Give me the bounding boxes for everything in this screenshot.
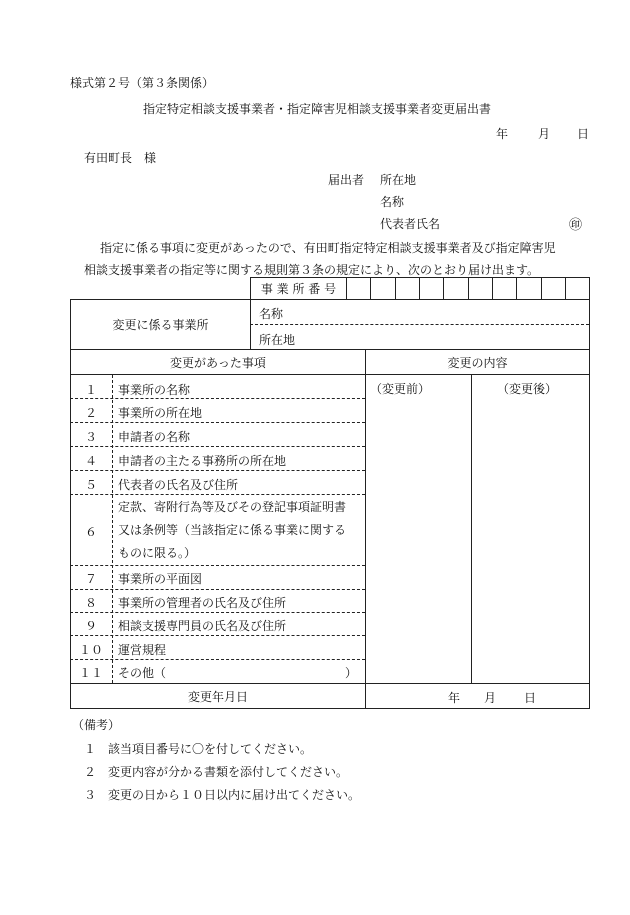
- note-item: ２ 変更内容が分かる書類を添付してください。: [84, 765, 349, 779]
- item-number: ２: [84, 406, 97, 420]
- item-text: 申請者の名称: [118, 430, 191, 444]
- change-date-label: 変更年月日: [187, 689, 248, 704]
- item-number: ３: [84, 430, 97, 444]
- seal-mark: ㊞: [569, 218, 583, 233]
- item-text: 相談支援専門員の氏名及び住所: [118, 619, 287, 633]
- item-number: ４: [84, 454, 97, 468]
- item-number: ９: [84, 619, 97, 633]
- item-text: 事業所の名称: [118, 383, 191, 397]
- date-day-label: 日: [577, 127, 590, 141]
- notifier-name-label: 名称: [380, 195, 405, 209]
- item-number: １１: [78, 666, 103, 680]
- office-number-boxes[interactable]: [347, 278, 589, 299]
- note-item: １ 該当項目番号に〇を付してください。: [84, 742, 313, 756]
- item-text: 代表者の氏名及び住所: [118, 478, 239, 492]
- office-name-label: 名称: [259, 307, 284, 321]
- item-text-line: 定款、寄附行為等及びその登記事項証明書: [118, 500, 347, 514]
- office-address-field[interactable]: [300, 325, 588, 348]
- office-address-label: 所在地: [259, 333, 296, 347]
- before-content-field[interactable]: [366, 398, 470, 682]
- body-text-line-2: 相談支援事業者の指定等に関する規則第３条の規定により、次のとおり届け出ます。: [84, 263, 540, 277]
- notifier-rep-label: 代表者氏名: [380, 217, 441, 231]
- change-date-month: 月: [484, 691, 497, 705]
- item-text: 申請者の主たる事務所の所在地: [118, 454, 287, 468]
- form-title: 指定特定相談支援事業者・指定障害児相談支援事業者変更届出書: [143, 102, 492, 116]
- item-number: ８: [84, 596, 97, 610]
- after-content-field[interactable]: [472, 398, 588, 682]
- item-text: 事業所の所在地: [118, 406, 203, 420]
- notifier-address-label: 所在地: [380, 173, 417, 187]
- date-month-label: 月: [538, 127, 551, 141]
- item-number: ７: [84, 572, 97, 586]
- item-text: 事業所の管理者の氏名及び住所: [118, 596, 287, 610]
- other-input-field[interactable]: [180, 662, 340, 680]
- item-text-line: ものに限る。）: [118, 546, 197, 560]
- notifier-label: 届出者: [328, 173, 365, 187]
- office-label: 変更に係る事業所: [112, 318, 209, 332]
- item-text: 事業所の平面図: [118, 572, 203, 586]
- changed-items-header: 変更があった事項: [170, 355, 266, 370]
- item-close-paren: ）: [345, 666, 358, 680]
- change-date-day: 日: [524, 691, 537, 705]
- contents-header: 変更の内容: [447, 355, 508, 370]
- item-number: ６: [84, 525, 97, 539]
- change-date-year: 年: [448, 691, 461, 705]
- change-date-field[interactable]: [366, 684, 589, 708]
- notes-heading: （備考）: [72, 718, 121, 732]
- office-number-label: 事 業 所 番 号: [260, 282, 337, 296]
- item-number: １: [84, 383, 97, 397]
- body-text-line-1: 指定に係る事項に変更があったので、有田町指定特定相談支援事業者及び指定障害児: [100, 241, 556, 255]
- after-label: （変更後）: [497, 382, 558, 396]
- note-item: ３ 変更の日から１０日以内に届け出てください。: [84, 788, 361, 802]
- before-label: （変更前）: [370, 382, 431, 396]
- addressee: 有田町長 様: [84, 151, 157, 165]
- item-number: ５: [84, 478, 97, 492]
- item-text: その他（: [118, 666, 167, 680]
- item-number: １０: [78, 643, 103, 657]
- form-number: 様式第２号（第３条関係）: [70, 76, 215, 90]
- item-text-line: 又は条例等（当該指定に係る事業に関する: [118, 523, 347, 537]
- office-name-field[interactable]: [290, 300, 588, 323]
- date-year-label: 年: [496, 127, 509, 141]
- item-text: 運営規程: [118, 643, 167, 657]
